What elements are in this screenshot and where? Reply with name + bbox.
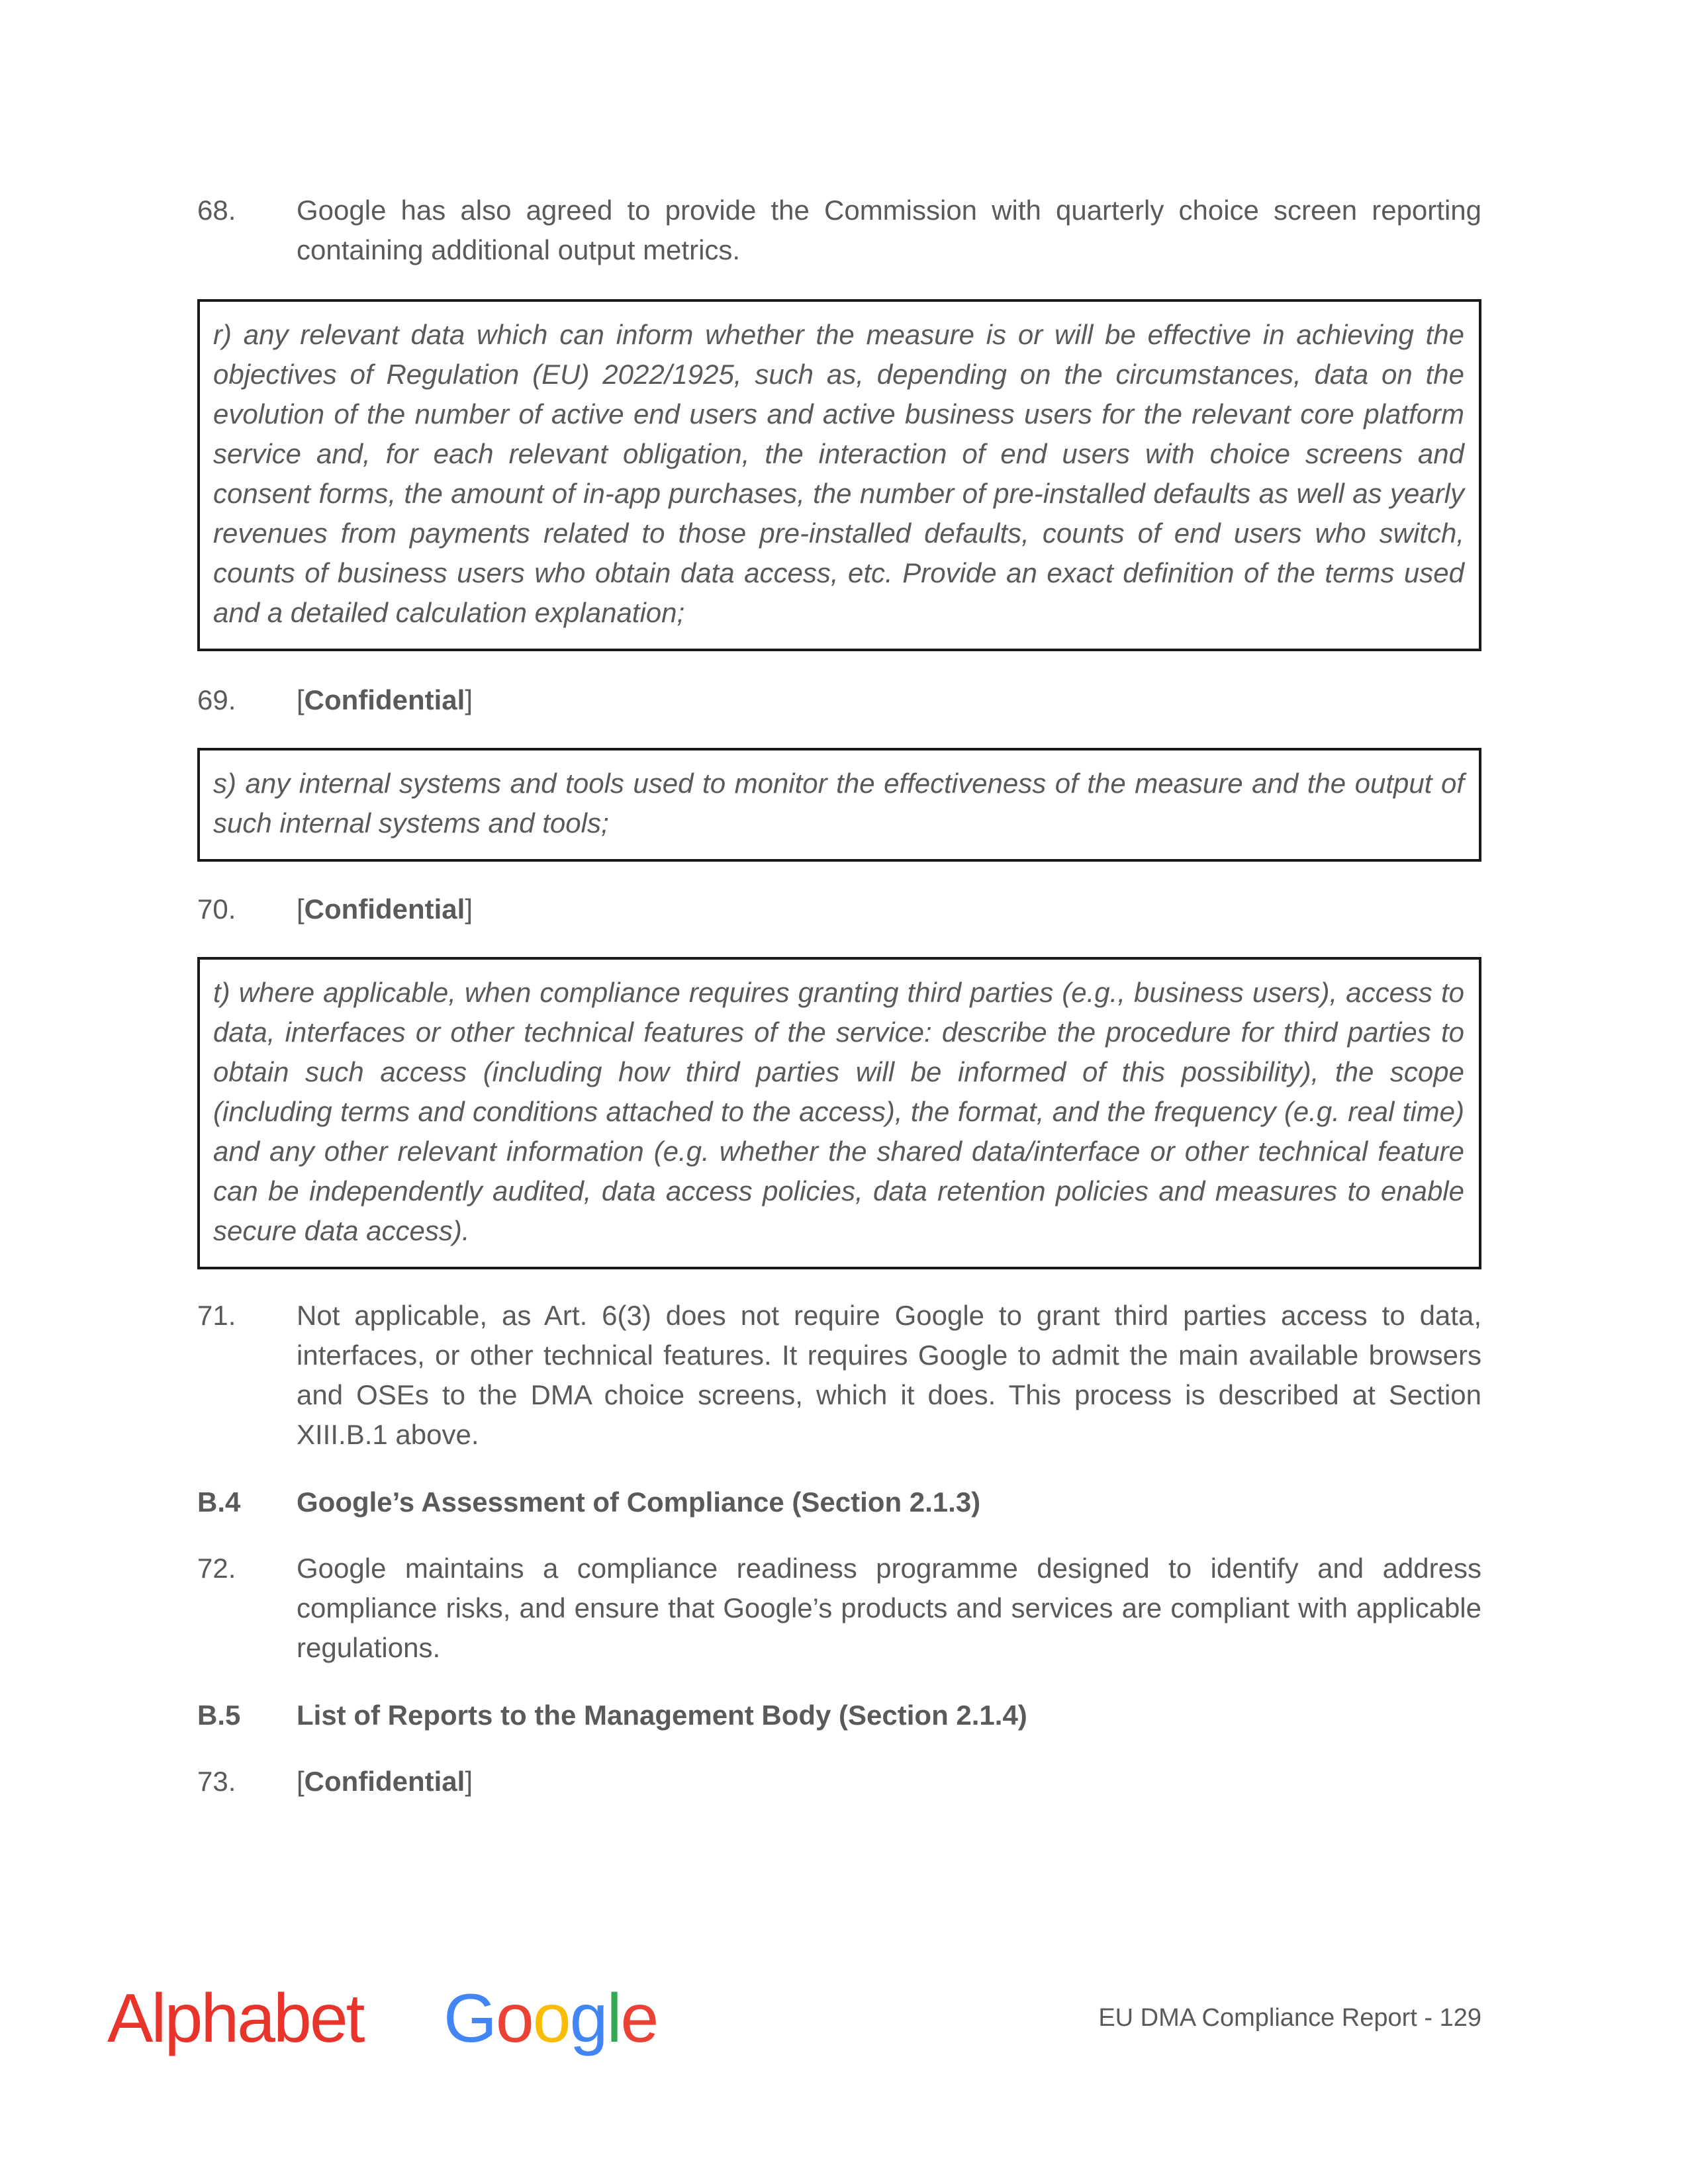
section-number: B.4	[197, 1486, 241, 1518]
bracket-open: [	[297, 893, 305, 925]
page-number-label: EU DMA Compliance Report - 129	[1098, 2004, 1481, 2032]
google-logo-letter: G	[444, 1980, 496, 2057]
paragraph-71	[197, 1296, 1481, 1455]
alphabet-logo: Alphabet	[107, 1980, 363, 2057]
section-heading-b4	[197, 1482, 1481, 1522]
paragraph-text: Google maintains a compliance readiness programme designed to identify and address compliance risks, and ensure that Google’s products and services are compliant with applicable regulations.	[297, 1553, 1481, 1663]
paragraph-69	[197, 680, 1481, 720]
paragraph-text: Google has also agreed to provide the Commission with quarterly choice screen reporting containing additional output metrics.	[297, 195, 1481, 265]
paragraph-72	[197, 1549, 1481, 1668]
google-logo	[444, 1979, 657, 2058]
page-content	[197, 191, 1481, 1801]
google-logo-letter: e	[620, 1980, 658, 2057]
paragraph-68	[197, 191, 1481, 270]
bracket-close: ]	[465, 893, 473, 925]
google-logo-letter: o	[495, 1980, 533, 2057]
bracket-open: [	[297, 1766, 305, 1797]
paragraph-text: Not applicable, as Art. 6(3) does not require Google to grant third parties access to data, interfaces, or other technical features. It requires Google to admit the main available browsers and OSEs to the DMA choice screens, which it does. This process is described at Section XIII.B.1 above.	[297, 1300, 1481, 1450]
paragraph-text	[297, 680, 1481, 720]
paragraph-text	[297, 889, 1481, 929]
confidential-label: Confidential	[304, 893, 465, 925]
confidential-label: Confidential	[304, 684, 465, 715]
section-number: B.5	[197, 1700, 241, 1731]
bracket-open: [	[297, 684, 305, 715]
paragraph-73	[197, 1762, 1481, 1801]
paragraph-70	[197, 889, 1481, 929]
bracket-close: ]	[465, 1766, 473, 1797]
google-logo-letter: o	[532, 1980, 570, 2057]
quoted-requirement-s: s) any internal systems and tools used to monitor the effectiveness of the measure and the output of such internal systems and tools;	[197, 748, 1481, 862]
paragraph-number: 70.	[197, 893, 236, 925]
paragraph-number: 69.	[197, 684, 236, 715]
quoted-requirement-t: t) where applicable, when compliance requires granting third parties (e.g., business users), access to data, interfaces or other technical features of the service: describe the procedure for third parties to obtain such access (including how third parties will be informed of this possibility), the scope (including terms and conditions attached to the access), the format, and the frequency (e.g. real time) and any other relevant information (e.g. whether the shared data/interface or other technical feature can be independently audited, data access policies, data retention policies and measures to enable secure data access).	[197, 957, 1481, 1269]
bracket-close: ]	[465, 684, 473, 715]
paragraph-text	[297, 1762, 1481, 1801]
section-title: List of Reports to the Management Body (Section 2.1.4)	[297, 1700, 1027, 1731]
confidential-label: Confidential	[304, 1766, 465, 1797]
section-title: Google’s Assessment of Compliance (Section 2.1.3)	[297, 1486, 981, 1518]
google-logo-letter: g	[569, 1980, 607, 2057]
paragraph-number: 72.	[197, 1553, 236, 1584]
paragraph-number: 71.	[197, 1300, 236, 1331]
paragraph-number: 68.	[197, 195, 236, 226]
google-logo-letter: l	[606, 1980, 621, 2057]
page-footer	[0, 1979, 1688, 2071]
quoted-requirement-r: r) any relevant data which can inform whether the measure is or will be effective in achieving the objectives of Regulation (EU) 2022/1925, such as, depending on the circumstances, data on the evolution of the number of active end users and active business users for the relevant core platform service and, for each relevant obligation, the interaction of end users with choice screens and consent forms, the amount of in-app purchases, the number of pre-installed defaults as well as yearly revenues from payments related to those pre-installed defaults, counts of end users who switch, counts of business users who obtain data access, etc. Provide an exact definition of the terms used and a detailed calculation explanation;	[197, 299, 1481, 651]
section-heading-b5	[197, 1696, 1481, 1735]
paragraph-number: 73.	[197, 1766, 236, 1797]
